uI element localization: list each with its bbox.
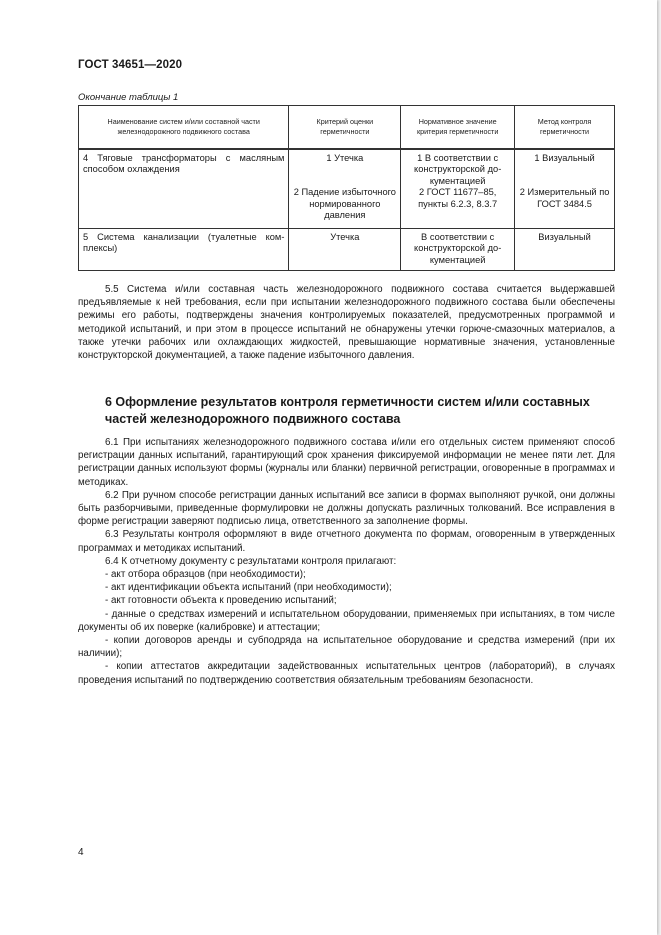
method-item: 1 Визуальный	[534, 153, 595, 163]
column-header-norm: Нормативное значение критерия герметичности	[401, 106, 515, 150]
column-header-criterion: Критерий оценки герметичности	[289, 106, 401, 150]
page-number: 4	[78, 847, 84, 858]
table-cell-system: 5 Система канализации (туалетные комплексы)	[79, 229, 289, 271]
table-caption: Окончание таблицы 1	[78, 92, 179, 103]
table-cell-criterion	[289, 149, 401, 229]
method-item: 2 Измерительный по ГОСТ 3484.5	[519, 187, 610, 209]
criterion-item: 1 Утечка	[326, 153, 364, 163]
table-row	[79, 149, 615, 229]
table-header-row	[79, 106, 615, 150]
clause-5-5	[78, 283, 615, 362]
norm-item: 2 ГОСТ 11677–85, пункты 6.2.3, 8.3.7	[418, 187, 498, 209]
requirements-table	[78, 105, 615, 271]
list-item: - данные о средствах измерений и испытательном оборудовании, применяемых при испытаниях, в том числе документы об их поверке (калибровке) и аттестации;	[78, 608, 615, 633]
paragraph: 5.5 Система и/или составная часть железнодорожного подвижного состава считается выдержавшей предъявляемые к ней требования, если при испытании железнодорожного подвижного состава были обеспечены режимы его работы, подтверждены значения контролируемых показателей, предусмотренных программой и методикой испытаний, и при этом в процессе испытаний не обнаружены утечки горюче-смазочных материалов, а также утечки рабочих или охлаждающих жидкостей, превышающие нормативные значения, установленные конструкторской документацией, а также падение избыточного давления.	[78, 284, 615, 362]
paragraph: 6.4 К отчетному документу с результатами контроля прилагают:	[105, 555, 397, 567]
list-item: - акт готовности объекта к проведению испытаний;	[105, 595, 337, 607]
list-item: - копии аттестатов аккредитации задействованных испытательных центров (лабораторий), в случаях проведения испытаний по подтверждению соответствия обязательным требованиям безопасности.	[78, 661, 615, 686]
table-cell-norm	[401, 149, 515, 229]
table-row	[79, 229, 615, 271]
section-6-heading: 6 Оформление результатов контроля герметичности систем и/или составных частей железнодорожного подвижного состава	[105, 395, 590, 426]
table-cell-norm: В соответствии с конструкторской документацией	[401, 229, 515, 271]
table-cell-method: Визуальный	[515, 229, 615, 271]
column-header-method: Метод контроля герметичности	[515, 106, 615, 150]
list-item: - акт идентификации объекта испытаний (при необходимости);	[105, 582, 392, 594]
paragraph: 6.3 Результаты контроля оформляют в виде отчетного документа по формам, оговоренным в утвержденных программах и методиках испытаний.	[78, 529, 615, 554]
norm-item: 1 В соответствии с конструкторской документацией	[414, 153, 502, 186]
section-6-body	[78, 436, 615, 687]
list-item: - акт отбора образцов (при необходимости);	[105, 569, 306, 581]
criterion-item: 2 Падение избыточного нормированного давления	[293, 187, 396, 221]
list-item: - копии договоров аренды и субподряда на испытательное оборудование и средства измерений (при их наличии);	[78, 635, 615, 660]
table-cell-method	[515, 149, 615, 229]
paragraph: 6.2 При ручном способе регистрации данных испытаний все записи в формах выполняют ручкой, они должны быть разборчивыми, приведенные формулировки не должны допускать различных толкований. Все исправления в форме регистрации заверяют подписью лица, ответственного за заполнение формы.	[78, 489, 615, 528]
column-header-system: Наименование систем и/или составной части железнодорожного подвижного состава	[79, 106, 289, 150]
table-cell-criterion: Утечка	[289, 229, 401, 271]
paragraph: 6.1 При испытаниях железнодорожного подвижного состава и/или его отдельных систем применяют способ регистрации данных испытаний, гарантирующий срок хранения фиксируемой информации не менее пяти лет. Для регистрации данных используют формы (журналы или бланки) первичной регистрации, оговоренные в программах и методиках.	[78, 437, 615, 488]
document-header-title: ГОСТ 34651—2020	[78, 59, 183, 71]
table-cell-system: 4 Тяговые трансформаторы с масляным способом охлаждения	[79, 149, 289, 229]
